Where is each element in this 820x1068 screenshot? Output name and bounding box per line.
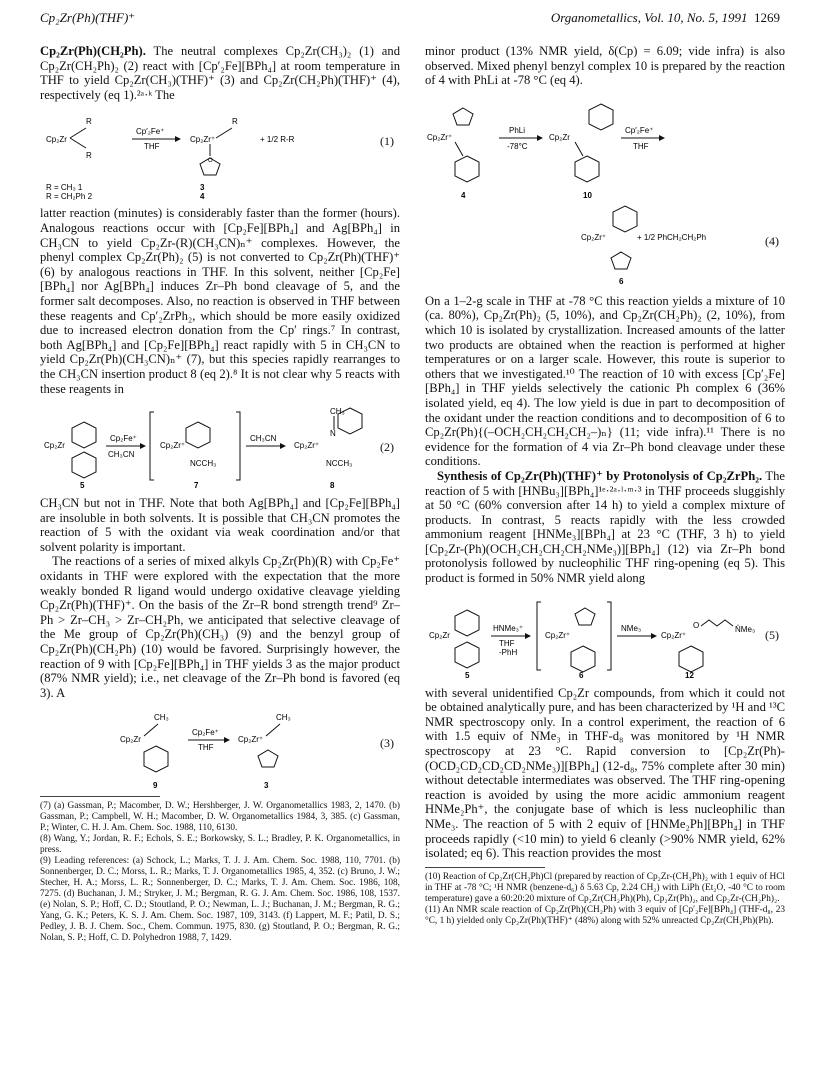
paragraph: CH₃CN but not in THF. Note that both Ag[BPh₄] and [Cp₂Fe][BPh₄] are insoluble in both solvents. It is possible that CH₃CN promotes the reaction of 5 with the oxidant via weak coordination and/or that solvent polarity is important. [40,496,400,554]
section-head: Cp₂Zr(Ph)(CH₂Ph). [40,44,146,58]
svg-text:R: R [86,151,92,161]
paragraph: Cp₂Zr(Ph)(CH₂Ph). The neutral complexes Cp₂Zr(CH₃)₂ (1) and Cp₂Zr(CH₂Ph)₂ (2) react with [Cp′₂Fe][BPh₄] at room temperature in THF to yield Cp₂Zr(CH₃)(THF)⁺ (3) and Cp₂Zr(CH₂Ph)(THF)⁺ (4), respectively (eq 1).²ᵃ·ᵏ The [40,44,400,102]
equation-5-structures [425,592,785,680]
compound-number: 5 [80,481,85,491]
svg-text:NCCH₃: NCCH₃ [326,459,353,469]
svg-text:Cp₂Zr: Cp₂Zr [120,735,141,745]
svg-text:Cp₂Zr⁺: Cp₂Zr⁺ [427,132,453,142]
equation-number: (1) [380,134,394,149]
journal-citation [551,10,780,26]
solvent-label: THF [198,743,214,753]
compound-number: 8 [330,481,335,491]
svg-text:O: O [693,620,700,630]
solvent-label: CH₃CN [108,450,135,460]
compound-number: 7 [194,481,199,491]
solvent-label: THF [144,142,160,152]
svg-text:CH₃: CH₃ [276,713,291,723]
reagent-label: Cp₂Fe⁺ [192,728,219,738]
solvent-label: THF [633,141,649,151]
equation-4-structures [425,94,785,288]
svg-text:R: R [86,117,92,127]
paragraph: latter reaction (minutes) is considerably faster than the former (hours). Analogous reactions occur with [Cp₂Fe][BPh₄] and Ag[BPh₄] in CH₃CN to yield Cp₂Zr-(R)(CH₃CN)ₙ⁺ complexes. However, the phenyl complex Cp₂Zr(Ph)₂ (5) is not converted to Cp₂Zr(Ph)(THF)⁺ (6) by analogous reactions in THF. In this solvent, neither [Cp₂Fe][BPh₄] nor Ag[BPh₄] induces Zr–Ph bond cleavage of 5, and the former salt decomposes. Also, no reaction is observed in THF between these reagents and Cp′₂ZrPh₂, which should be more easily oxidized due to increased electron donation from the Cp′ rings.⁷ In contrast, both Ag[BPh₄] and [Cp₂Fe][BPh₄] react rapidly with 5 in CH₃CN to yield Cp₂Zr(Ph)(CH₃CN)ₙ⁺ (7), but this species rapidly rearranges to the CH₃CN insertion product 8 (eq 2).⁸ It is not clear why 5 reacts with these reagents in [40,206,400,396]
equation-3-structures [40,706,400,790]
compound-number: 6 [619,276,624,286]
reagent-label: Cp₂Fe⁺ [110,434,137,444]
equation-2-structures [40,402,400,490]
svg-text:Cp₂Zr⁺: Cp₂Zr⁺ [190,135,216,145]
substituent-def: R = CH₂Ph 2 [46,192,93,201]
footnote: (9) Leading references: (a) Schock, L.; Marks, T. J. J. Am. Chem. Soc. 1988, 110, 7701. (b) Sonnenberger, D. C.; Morss, L. R.; Marks, T. J. Organometallics 1985, 4, 352. (c) Bruno, J. W.; Stecher, H. A.; Morss, L. R.; Sonnenberger, D. C.; Marks, T. J. Am. Chem. Soc. 1986, 108, 7275. (d) Buchanan, J. M.; Stryker, J. M.; Bergman, R. G. J. Am. Chem. Soc. 1986, 108, 1537. (e) Nolan, S. P.; Hoff, C. D.; Stoutland, P. O.; Newman, L. J.; Buchanan, J. M.; Bergman, R. G.; Yang, G. K.; Peters, K. S. J. Am. Chem. Soc. 1987, 109, 3143. (f) Lappert, M. F.; Patil, D. S.; Pedley, J. B. J. Chem. Soc., Chem. Commun. 1975, 830. (g) Stoutland, P. O.; Bergman, R. G.; Nolan, S. P.; Hoff, C. D. Polyhedron 1988, 7, 1429. [40,856,400,944]
journal-name: Organometallics, Vol. 10, No. 5, 1991 [550,10,748,25]
equation-5 [425,592,785,680]
equation-number: (3) [380,736,394,751]
compound-number: 5 [465,670,470,680]
compound-number: 6 [579,670,584,680]
equation-4 [425,94,785,288]
compound-number: 4 [200,192,205,201]
equation-number: (2) [380,440,394,455]
equation-number: (5) [765,627,779,642]
footnote: (10) Reaction of Cp₂Zr(CH₂Ph)Cl (prepared by reaction of Cp₂Zr-(CH₂Ph)₂ with 1 equiv of HCl in THF at -78 °C; ¹H NMR (benzene-d₆) δ 5.63 Cp, 2.24 CH₂) with LiPh (Et₂O, -40 °C to room temperature) gave a 60:20:20 mixture of Cp₂Zr(CH₂Ph)(Ph), Cp₂Zr(Ph)₂, and Cp₂Zr-(CH₂Ph)₂. [425,871,785,904]
running-title: Cp₂Zr(Ph)(THF)⁺ [40,10,136,25]
svg-text:CH₃: CH₃ [154,713,169,723]
footnote-rule [425,867,545,868]
reagent-label: NMe₃ [621,623,642,633]
equation-3 [40,706,400,790]
compound-number: 9 [153,781,158,791]
compound-number: 10 [583,190,592,200]
reagent-label: HNMe₃⁺ [493,623,524,633]
svg-text:N̊Me₃: N̊Me₃ [735,624,756,634]
equation-1-structures [40,108,400,200]
compound-number: 4 [461,190,466,200]
solvent-label: THF [499,638,515,648]
paragraph: On a 1–2-g scale in THF at -78 °C this reaction yields a mixture of 10 (ca. 80%), Cp₂Zr(Ph)₂ (5, 10%), and Cp₂Zr(CH₂Ph)₂ (2, 10%), from which 10 is isolated by crystallization. Increased amounts of the latter two products are obtained when the reaction is performed at higher temperatures or on a larger scale. However, this route is superior to others that we investigated.¹⁰ The reaction of 10 with excess [Cp′₂Fe][BPh₄] in THF yields selectively the cationic Ph complex 6 (36% isolated yield, eq 4). The low yield is due in part to decomposition of the oxidant under the reaction conditions and to decomposition of 6 to Cp₂Zr(Ph){(–OCH₂CH₂CH₂CH₂–)ₙ} (11; vide infra).¹¹ There is no evidence for the formation of 4 via Zr–Ph bond cleavage under these conditions. [425,293,785,469]
svg-text:O: O [208,158,213,165]
svg-text:N: N [330,429,336,439]
svg-text:Cp₂Zr: Cp₂Zr [44,441,65,451]
reagent-label: CH₃CN [250,434,277,444]
paragraph: minor product (13% NMR yield, δ(Cp) = 6.09; vide infra) is also observed. Mixed phenyl benzyl complex 10 is prepared by the reaction of 4 with PhLi at -78 °C (eq 4). [425,44,785,88]
svg-text:CH₃: CH₃ [330,407,345,417]
reagent-label: PhLi [509,125,526,135]
footnote: (11) An NMR scale reaction of Cp₂Zr(Ph)(CH₂Ph) with 3 equiv of [Cp′₂Fe][BPh₄] (THF-d₈, 23 °C, 1 h) yielded only Cp₂Zr(Ph)(THF)⁺ (48%) along with 52% unreacted Cp₂Zr(CH₂Ph)(Ph). [425,904,785,926]
svg-text:Cp₂Zr: Cp₂Zr [549,132,570,142]
compound-number: 3 [264,781,269,791]
svg-text:NCCH₃: NCCH₃ [190,459,217,469]
svg-text:Cp₂Zr: Cp₂Zr [46,135,67,145]
paragraph: Synthesis of Cp₂Zr(Ph)(THF)⁺ by Protonolysis of Cp₂ZrPh₂. The reaction of 5 with [HNBu₃][BPh₄]¹ᵉ·²ᵃ·ˡ·ᵐ·³ in THF proceeds sluggishly at 50 °C (60% conversion after 14 h) to yield a complex mixture of products. In contrast, 5 reacts rapidly with the less crowded ammonium reagent [HNMe₃][BPh₄] at 23 °C (THF, 3 h) to yield [Cp₂Zr-(Ph)(OCH₂CH₂CH₂CH₂NMe₃)][BPh₄] (12) via Zr–Ph bond protonolysis followed by nucleophilic THF ring-opening (eq 5). This product is formed in 50% NMR yield along [425,468,785,586]
byproduct-label: -PhH [499,647,518,657]
svg-text:R: R [232,117,238,127]
substituent-def: R = CH₃ 1 [46,183,83,193]
equation-number: (4) [765,233,779,248]
equation-1 [40,108,400,200]
footnote: (8) Wang, Y.; Jordan, R. F.; Echols, S. E.; Borkowsky, S. L.; Bradley, P. K. Organometallics, in press. [40,834,400,856]
reagent-label: Cp′₂Fe⁺ [625,125,654,135]
condition-label: -78°C [507,141,528,151]
svg-text:Cp₂Zr⁺: Cp₂Zr⁺ [160,441,186,451]
svg-text:Cp₂Zr⁺: Cp₂Zr⁺ [581,232,607,242]
compound-number: 3 [200,183,205,193]
footnote: (7) (a) Gassman, P.; Macomber, D. W.; Hershberger, J. W. Organometallics 1983, 2, 1470. (b) Gassman, P.; Campbell, W. H.; Macomber, D. W. Organometallics 1984, 3, 385. (c) Gassman, P.; Winter, C. H. J. Am. Chem. Soc. 1988, 110, 6130. [40,801,400,834]
svg-text:Cp₂Zr⁺: Cp₂Zr⁺ [545,630,571,640]
right-column [425,44,785,927]
byproduct-label: + 1/2 R-R [260,135,295,145]
compound-number: 12 [685,670,694,680]
left-column [40,44,400,944]
section-heading: Synthesis of Cp₂Zr(Ph)(THF)⁺ by Protonolysis of Cp₂ZrPh₂. [437,468,763,483]
footnote-rule [40,796,160,797]
svg-text:Cp₂Zr⁺: Cp₂Zr⁺ [294,441,320,451]
byproduct-label: + 1/2 PhCH₂CH₂Ph [637,232,707,242]
reagent-label: Cp′₂Fe⁺ [136,127,165,137]
equation-2 [40,402,400,490]
paragraph: with several unidentified Cp₂Zr compounds, from which it could not be obtained analytically pure, and has been characterized by ¹H and ¹³C NMR spectroscopy only. In a control experiment, the reaction of 6 with 1.5 equiv of NMe₃ in THF-d₈ was monitored by ¹H NMR spectroscopy at 23 °C. Rapid conversion to [Cp₂Zr(Ph)-(OCD₂CD₂CD₂CD₂NMe₃)][BPh₄] (12-d₈, 75% complete after 30 min) without detectable intermediates was observed. The THF ring-opening reaction is avoided by using the more acidic ammonium reagent HNMe₂Ph⁺, the conjugate base of which is less nucleophilic than NMe₃. The reaction of 5 with 2 equiv of [HNMe₂Ph][BPh₄] in THF proceeds rapidly (<10 min) to yield 6 cleanly (>90% NMR yield, 62% isolated; eq 6). This reaction provides the most [425,685,785,861]
page-number: 1269 [754,10,780,25]
svg-text:Cp₂Zr⁺: Cp₂Zr⁺ [238,735,264,745]
svg-text:Cp₂Zr: Cp₂Zr [429,630,450,640]
svg-text:Cp₂Zr⁺: Cp₂Zr⁺ [661,630,687,640]
paragraph: The reactions of a series of mixed alkyls Cp₂Zr(Ph)(R) with Cp₂Fe⁺ oxidants in THF were explored with the expectation that the more weakly bonded R ligand would undergo oxidative cleavage yielding Cp₂Zr(Ph)(THF)⁺. On the basis of the Zr–R bond strength trend⁹ Zr–Ph > Zr–CH₃ > Zr–CH₂Ph, we anticipated that selective cleavage of the Me group of Cp₂Zr(Ph)(CH₃) (9) and the benzyl group of Cp₂Zr(Ph)(CH₂Ph) (10) would be favored. Surprisingly however, the reaction of 9 with [Cp₂Fe][BPh₄] in THF yields 3 as the major product (87% NMR yield); i.e., net cleavage of the Zr–Ph bond is favored (eq 3). A [40,554,400,700]
